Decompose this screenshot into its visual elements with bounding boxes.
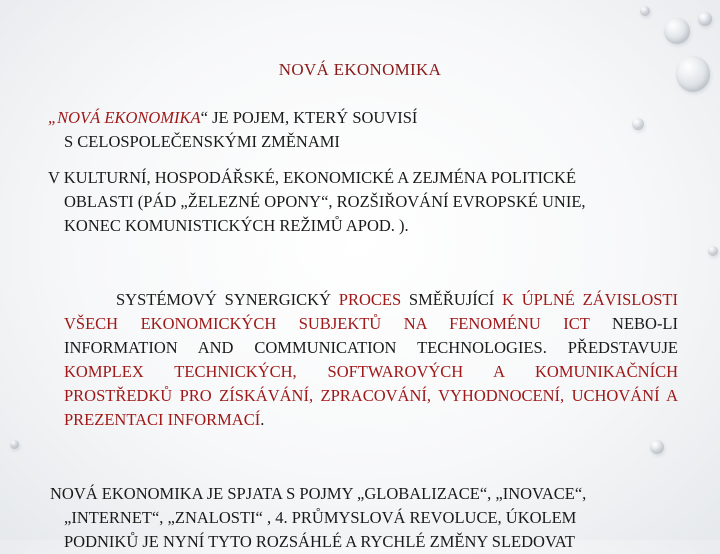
paragraph-text: SYSTÉMOVÝ SYNERGICKÝ: [116, 290, 339, 309]
slide-title: NOVÁ EKONOMIKA: [278, 60, 442, 79]
term-nova-ekonomika: „NOVÁ EKONOMIKA: [48, 108, 201, 127]
paragraph-definition: [48, 106, 417, 154]
highlight-complex: KOMPLEX TECHNICKÝCH, SOFTWAROVÝCH A KOMUNIKAČNÍCH PROSTŘEDKŮ PRO ZÍSKÁVÁNÍ, ZPRACOVÁNÍ, VYHODNOCENÍ, UCHOVÁNÍ A PREZENTACI INFORMACÍ: [64, 362, 678, 429]
paragraph-line: PODNIKŮ JE NYNÍ TYTO ROZSÁHLÉ A RYCHLÉ ZMĚNY SLEDOVAT: [64, 532, 575, 551]
paragraph-text: SMĚŘUJÍCÍ: [401, 290, 502, 309]
water-drop-decoration: [664, 18, 690, 44]
paragraph-line: NOVÁ EKONOMIKA JE SPJATA S POJMY „GLOBALIZACE“, „INOVACE“,: [50, 484, 587, 503]
paragraph-line: KONEC KOMUNISTICKÝCH REŽIMŮ APOD. ).: [64, 216, 409, 235]
water-drop-decoration: [640, 6, 650, 16]
paragraph-text: NEBO-LI INFORMATION AND COMMUNICATION TECHNOLOGIES. PŘEDSTAVUJE: [64, 314, 679, 357]
highlight-proces: PROCES: [338, 290, 402, 309]
paragraph-line: OBLASTI (PÁD „ŽELEZNÉ OPONY“, ROZŠIŘOVÁNÍ EVROPSKÉ UNIE,: [64, 192, 586, 211]
paragraph-line: S CELOSPOLEČENSKÝMI ZMĚNAMI: [64, 132, 340, 151]
paragraph-text: “ JE POJEM, KTERÝ SOUVISÍ: [200, 108, 418, 127]
water-drop-decoration: [650, 440, 664, 454]
paragraph-line: V KULTURNÍ, HOSPODÁŘSKÉ, EKONOMICKÉ A ZEJMÉNA POLITICKÉ: [48, 168, 577, 187]
paragraph-concepts: [50, 482, 586, 554]
water-drop-decoration: [698, 12, 712, 26]
paragraph-text: .: [260, 410, 265, 429]
water-drop-decoration: [632, 118, 644, 130]
paragraph-line: „INTERNET“, „ZNALOSTI“ , 4. PRŮMYSLOVÁ REVOLUCE, ÚKOLEM: [64, 508, 577, 527]
water-drop-decoration: [708, 246, 718, 256]
water-drop-decoration: [10, 440, 19, 449]
highlight-ict-dependence: K ÚPLNÉ ZÁVISLOSTI VŠECH EKONOMICKÝCH SUBJEKTŮ NA FENOMÉNU ICT: [64, 290, 678, 333]
paragraph-process: [64, 288, 678, 432]
paragraph-line: [48, 106, 417, 130]
paragraph-context: [48, 166, 586, 238]
